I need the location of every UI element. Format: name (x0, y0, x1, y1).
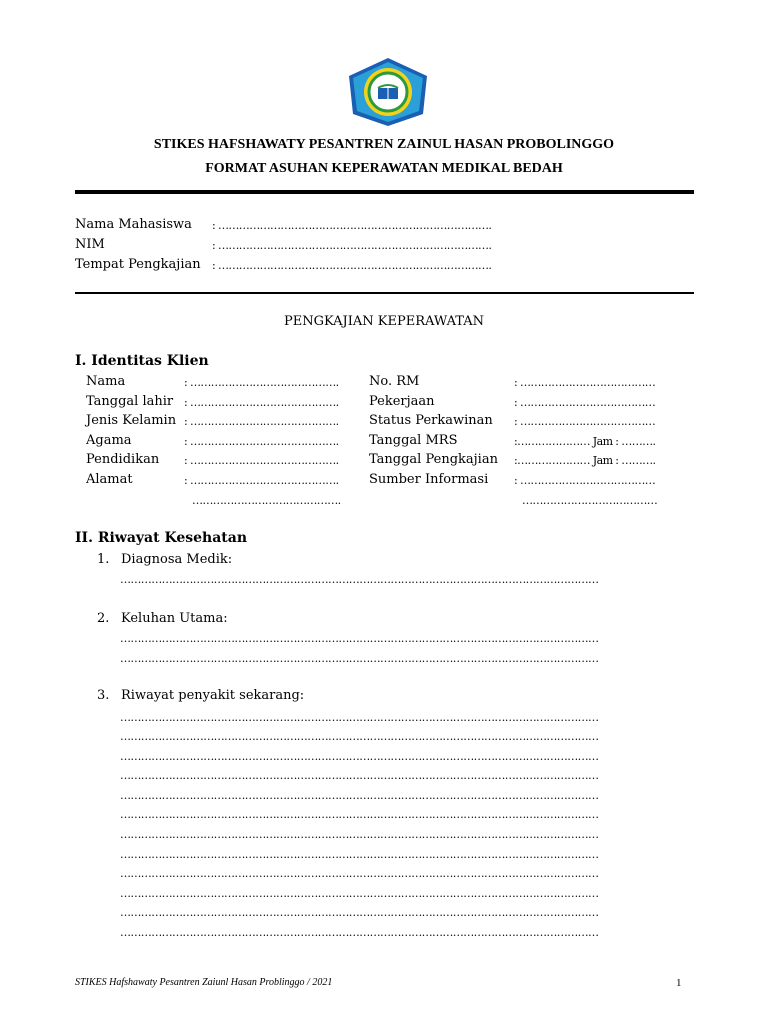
field-pekerjaan[interactable]: : ………………………………… (514, 396, 656, 409)
line-riwayat-2[interactable]: ………………………………………………………………………………………………………………………… (120, 730, 599, 743)
line-keluhan-2[interactable]: ………………………………………………………………………………………………………………………… (120, 652, 599, 665)
label-tanggal-lahir: Tanggal lahir (86, 394, 174, 409)
history-heading: II. Riwayat Kesehatan (75, 530, 247, 546)
footer-text: STIKES Hafshawaty Pesantren Zaiunl Hasan Problinggo / 2021 (75, 977, 333, 988)
label-nama: Nama (86, 374, 126, 389)
student-name-field[interactable]: : ……………………………………………………………………. (212, 219, 492, 232)
field-tanggal-lahir[interactable]: : ……………………………………. (184, 396, 339, 409)
field-sumber-informasi-cont[interactable]: ………………………………… (522, 494, 658, 507)
line-riwayat-12[interactable]: ………………………………………………………………………………………………………………………… (120, 926, 599, 939)
header-divider (75, 190, 694, 194)
label-sumber-informasi: Sumber Informasi (369, 472, 489, 487)
info-divider (75, 292, 694, 294)
label-pendidikan: Pendidikan (86, 452, 160, 467)
field-status-perkawinan[interactable]: : ………………………………… (514, 415, 656, 428)
line-riwayat-3[interactable]: ………………………………………………………………………………………………………………………… (120, 750, 599, 763)
item-label-diagnosa: Diagnosa Medik: (121, 552, 233, 567)
field-pendidikan[interactable]: : ……………………………………. (184, 454, 339, 467)
form-title: FORMAT ASUHAN KEPERAWATAN MEDIKAL BEDAH (205, 161, 563, 176)
item-number-3: 3. (97, 688, 110, 703)
item-number-1: 1. (97, 552, 110, 567)
field-jenis-kelamin[interactable]: : ……………………………………. (184, 415, 339, 428)
label-no-rm: No. RM (369, 374, 420, 389)
field-nama[interactable]: : ……………………………………. (184, 376, 339, 389)
label-jenis-kelamin: Jenis Kelamin (86, 413, 177, 428)
field-tanggal-mrs[interactable]: :………………… Jam : ………. (514, 435, 656, 448)
item-number-2: 2. (97, 611, 110, 626)
item-label-riwayat: Riwayat penyakit sekarang: (121, 688, 305, 703)
page-number: 1 (676, 977, 682, 989)
line-riwayat-4[interactable]: ………………………………………………………………………………………………………………………… (120, 769, 599, 782)
label-status-perkawinan: Status Perkawinan (369, 413, 493, 428)
nim-field[interactable]: : ……………………………………………………………………. (212, 239, 492, 252)
institution-title: STIKES HAFSHAWATY PESANTREN ZAINUL HASAN PROBOLINGGO (153, 137, 615, 152)
label-alamat: Alamat (86, 472, 133, 487)
line-riwayat-1[interactable]: ………………………………………………………………………………………………………………………… (120, 711, 599, 724)
place-label: Tempat Pengkajian (75, 257, 201, 272)
field-tanggal-pengkajian[interactable]: :………………… Jam : ………. (514, 454, 656, 467)
student-name-label: Nama Mahasiswa (75, 217, 192, 232)
field-no-rm[interactable]: : ………………………………… (514, 376, 656, 389)
line-riwayat-8[interactable]: ………………………………………………………………………………………………………………………… (120, 848, 599, 861)
place-field[interactable]: : ……………………………………………………………………. (212, 259, 492, 272)
line-keluhan-1[interactable]: ………………………………………………………………………………………………………………………… (120, 632, 599, 645)
item-label-keluhan: Keluhan Utama: (121, 611, 228, 626)
label-tanggal-mrs: Tanggal MRS (369, 433, 458, 448)
identity-heading: I. Identitas Klien (75, 353, 209, 369)
field-agama[interactable]: : ……………………………………. (184, 435, 339, 448)
section-title: PENGKAJIAN KEPERAWATAN (283, 314, 484, 329)
field-alamat[interactable]: : ……………………………………. (184, 474, 339, 487)
field-sumber-informasi[interactable]: : ………………………………… (514, 474, 656, 487)
label-tanggal-pengkajian: Tanggal Pengkajian (369, 452, 498, 467)
nim-label: NIM (75, 237, 105, 252)
line-riwayat-9[interactable]: ………………………………………………………………………………………………………………………… (120, 867, 599, 880)
line-riwayat-6[interactable]: ………………………………………………………………………………………………………………………… (120, 808, 599, 821)
line-riwayat-10[interactable]: ………………………………………………………………………………………………………………………… (120, 887, 599, 900)
institution-logo-icon (345, 56, 431, 128)
label-pekerjaan: Pekerjaan (369, 394, 435, 409)
field-alamat-cont[interactable]: ……………………………………. (192, 494, 341, 507)
line-riwayat-11[interactable]: ………………………………………………………………………………………………………………………… (120, 906, 599, 919)
line-diagnosa-1[interactable]: ………………………………………………………………………………………………………………………… (120, 573, 599, 586)
line-riwayat-7[interactable]: ………………………………………………………………………………………………………………………… (120, 828, 599, 841)
label-agama: Agama (86, 433, 132, 448)
line-riwayat-5[interactable]: ………………………………………………………………………………………………………………………… (120, 789, 599, 802)
